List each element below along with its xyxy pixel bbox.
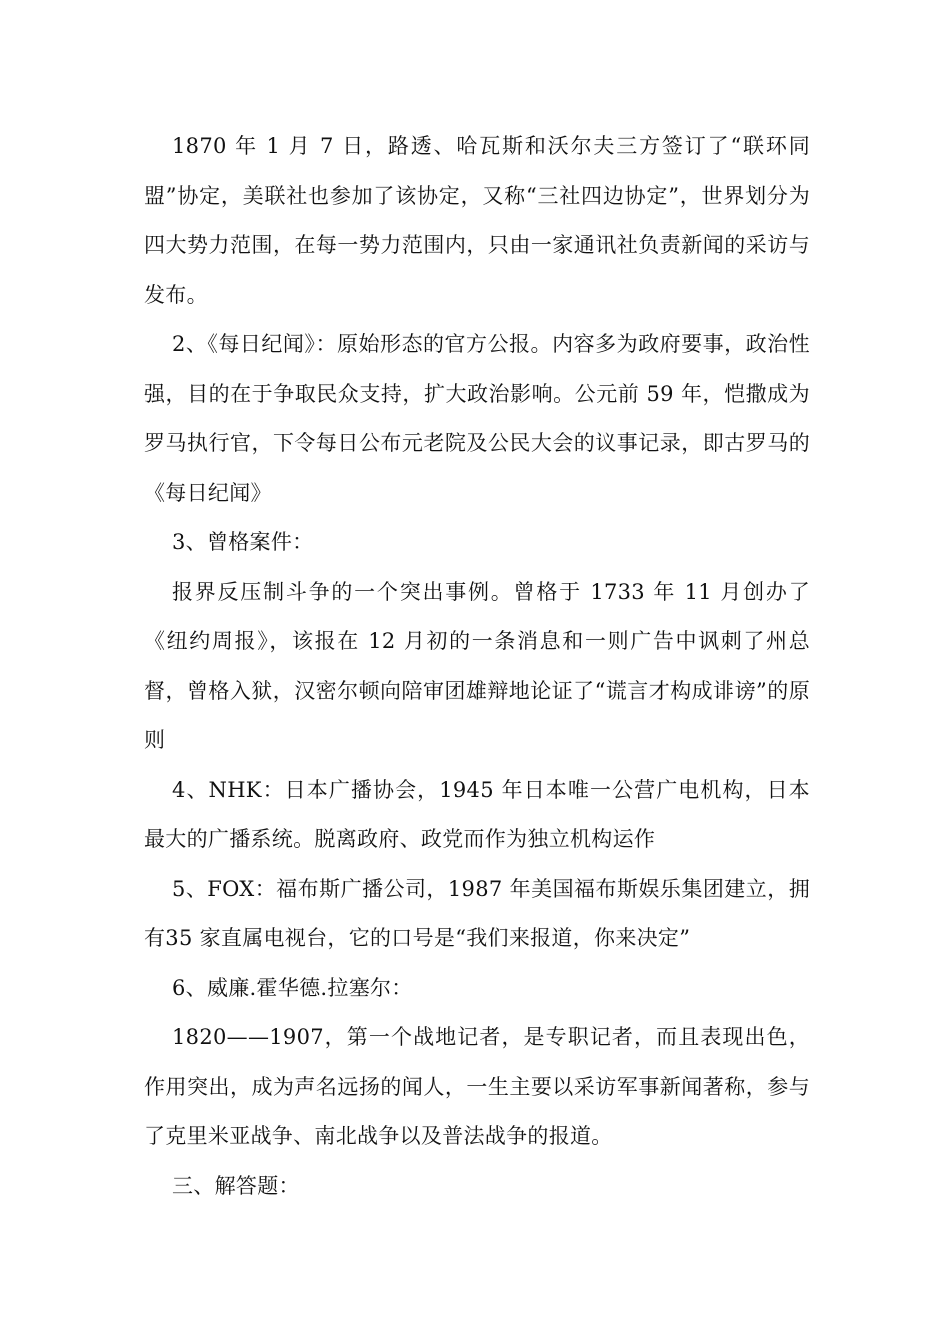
paragraph-nhk: 4、NHK：日本广播协会，1945 年日本唯一公营广电机构，日本最大的广播系统。脱离政府、政党而作为独立机构运作 — [144, 777, 810, 851]
paragraph-reuters-alliance: 1870 年 1 月 7 日，路透、哈瓦斯和沃尔夫三方签订了“联环同盟”协定，美联社也参加了该协定，又称“三社四边协定”，世界划分为四大势力范围，在每一势力范围内，只由一家通讯社负责新闻的采访与发布。 — [144, 134, 810, 307]
paragraph-acta-diurna: 2、《每日纪闻》：原始形态的官方公报。内容多为政府要事，政治性强，目的在于争取民众支持，扩大政治影响。公元前 59 年，恺撒成为罗马执行官，下令每日公布元老院及公民大会的议事记录，即古罗马的《每日纪闻》 — [144, 332, 810, 505]
paragraph-russell-bio: 1820——1907，第一个战地记者，是专职记者，而且表现出色，作用突出，成为声名远扬的闻人，一生主要以采访军事新闻著称，参与了克里米亚战争、南北战争以及普法战争的报道。 — [144, 1025, 810, 1148]
document-body — [144, 122, 810, 1211]
paragraph-zenger-heading: 3、曾格案件： — [172, 530, 314, 554]
paragraph-russell-heading: 6、威廉.霍华德.拉塞尔： — [172, 975, 413, 1000]
paragraph-fox: 5、FOX：福布斯广播公司，1987 年美国福布斯娱乐集团建立，拥有35 家直属电视台，它的口号是“我们来报道，你来决定” — [144, 876, 810, 950]
paragraph-zenger-case: 报界反压制斗争的一个突出事例。曾格于 1733 年 11 月创办了《纽约周报》，该报在 12 月初的一条消息和一则广告中讽刺了州总督，曾格入狱，汉密尔顿向陪审团雄辩地论证了“谎言才构成诽谤”的原则 — [144, 579, 810, 752]
section-heading-answer-questions: 三、解答题： — [172, 1173, 300, 1198]
